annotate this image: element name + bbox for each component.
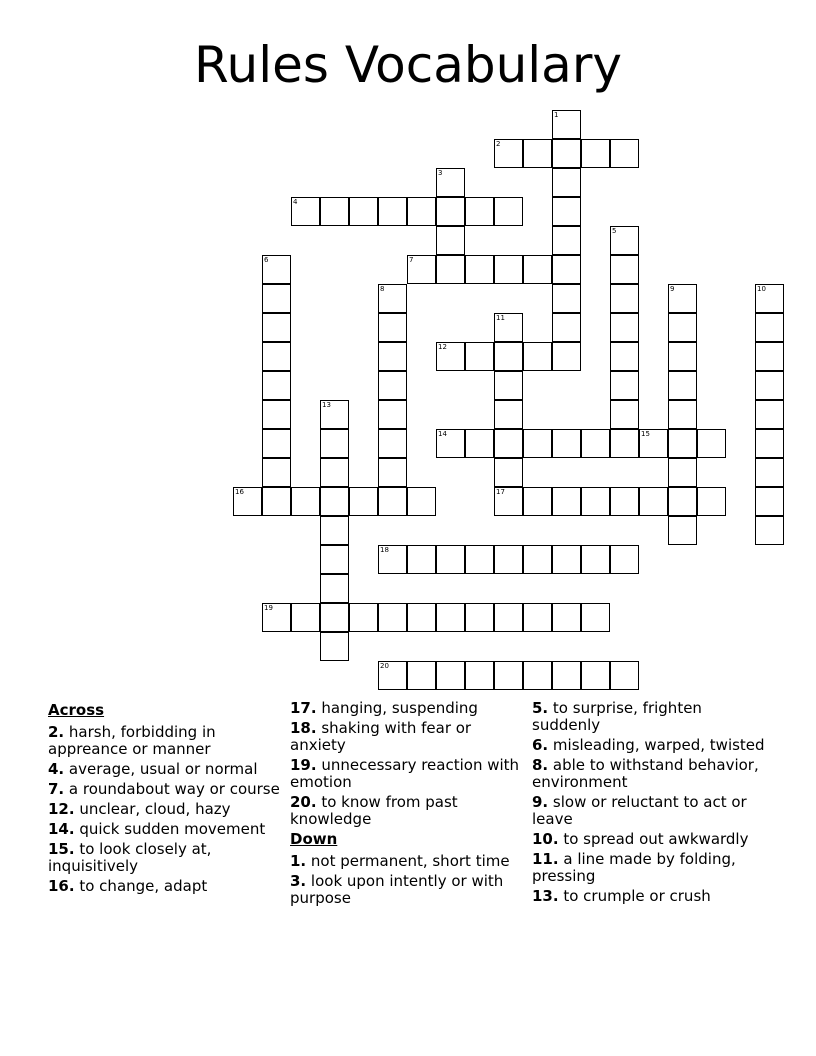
grid-cell[interactable] (610, 429, 639, 458)
grid-cell[interactable] (755, 313, 784, 342)
down-heading: Down (290, 830, 338, 848)
grid-cell[interactable] (494, 342, 523, 371)
grid-cell[interactable] (320, 458, 349, 487)
clue-text: look upon intently or with purpose (290, 872, 504, 907)
clue-number-label: 7 (409, 256, 414, 264)
clue-text: harsh, forbidding in appreance or manner (48, 723, 216, 758)
clue-down-6 (532, 737, 768, 754)
grid-cell[interactable] (494, 661, 523, 690)
grid-cell[interactable] (552, 284, 581, 313)
grid-cell[interactable] (523, 545, 552, 574)
clue-across-16 (48, 878, 284, 895)
clue-text: to change, adapt (79, 877, 208, 895)
clue-text: a roundabout way or course (68, 780, 280, 798)
clue-down-5 (532, 700, 768, 734)
grid-cell[interactable] (494, 603, 523, 632)
grid-cell[interactable] (465, 545, 494, 574)
grid-cell[interactable] (668, 284, 697, 313)
clue-across-4 (48, 761, 284, 778)
grid-cell[interactable] (523, 661, 552, 690)
clue-number-label: 19 (264, 604, 273, 612)
clue-column-1 (48, 700, 284, 898)
grid-cell[interactable] (639, 429, 668, 458)
grid-cell[interactable] (262, 429, 291, 458)
grid-cell[interactable] (581, 487, 610, 516)
grid-cell[interactable] (465, 342, 494, 371)
grid-cell[interactable] (378, 429, 407, 458)
clue-text: to surprise, frighten suddenly (532, 699, 702, 734)
grid-cell[interactable] (552, 661, 581, 690)
grid-cell[interactable] (494, 429, 523, 458)
clue-number-label: 6 (264, 256, 269, 264)
grid-cell[interactable] (581, 661, 610, 690)
grid-cell[interactable] (378, 371, 407, 400)
grid-cell[interactable] (755, 429, 784, 458)
clue-number-label: 1 (554, 111, 559, 119)
grid-cell[interactable] (465, 255, 494, 284)
clue-text: slow or reluctant to act or leave (532, 793, 747, 828)
grid-cell[interactable] (320, 516, 349, 545)
grid-cell[interactable] (610, 545, 639, 574)
grid-cell[interactable] (262, 603, 291, 632)
grid-cell[interactable] (552, 429, 581, 458)
grid-cell[interactable] (378, 487, 407, 516)
grid-cell[interactable] (610, 400, 639, 429)
clue-number-label: 10 (757, 285, 766, 293)
grid-cell[interactable] (581, 603, 610, 632)
grid-cell[interactable] (320, 429, 349, 458)
grid-cell[interactable] (320, 603, 349, 632)
clue-number-label: 12 (438, 343, 447, 351)
grid-cell[interactable] (465, 603, 494, 632)
grid-cell[interactable] (552, 226, 581, 255)
clue-across-14 (48, 821, 284, 838)
grid-cell[interactable] (552, 603, 581, 632)
grid-cell[interactable] (436, 342, 465, 371)
clue-number: 16. (48, 877, 75, 895)
clue-text: unnecessary reaction with emotion (290, 756, 520, 791)
grid-cell[interactable] (465, 661, 494, 690)
grid-cell[interactable] (378, 284, 407, 313)
grid-cell[interactable] (610, 342, 639, 371)
clue-down-9 (532, 794, 768, 828)
clue-number-label: 18 (380, 546, 389, 554)
clue-number-label: 13 (322, 401, 331, 409)
grid-cell[interactable] (407, 487, 436, 516)
grid-cell[interactable] (494, 487, 523, 516)
grid-cell[interactable] (552, 139, 581, 168)
grid-cell[interactable] (378, 545, 407, 574)
grid-cell[interactable] (378, 603, 407, 632)
clue-number-label: 11 (496, 314, 505, 322)
grid-cell[interactable] (494, 313, 523, 342)
grid-cell[interactable] (668, 487, 697, 516)
grid-cell[interactable] (639, 487, 668, 516)
clue-text: misleading, warped, twisted (552, 736, 765, 754)
grid-cell[interactable] (436, 255, 465, 284)
clue-number: 17. (290, 699, 317, 717)
clue-column-2 (290, 700, 526, 910)
grid-cell[interactable] (552, 168, 581, 197)
clue-number: 18. (290, 719, 317, 737)
grid-cell[interactable] (581, 139, 610, 168)
clue-number-label: 9 (670, 285, 675, 293)
clue-number: 9. (532, 793, 549, 811)
grid-cell[interactable] (755, 516, 784, 545)
clue-number: 14. (48, 820, 75, 838)
grid-cell[interactable] (494, 371, 523, 400)
grid-cell[interactable] (291, 603, 320, 632)
clue-number: 4. (48, 760, 65, 778)
grid-cell[interactable] (668, 516, 697, 545)
grid-cell[interactable] (262, 487, 291, 516)
grid-cell[interactable] (610, 284, 639, 313)
grid-cell[interactable] (436, 226, 465, 255)
grid-cell[interactable] (407, 545, 436, 574)
clue-across-19 (290, 757, 526, 791)
clue-number: 15. (48, 840, 75, 858)
grid-cell[interactable] (378, 342, 407, 371)
grid-cell[interactable] (262, 458, 291, 487)
clue-column-3 (532, 700, 768, 908)
clue-text: not permanent, short time (310, 852, 510, 870)
clue-number-label: 3 (438, 169, 443, 177)
clue-text: able to withstand behavior, environment (532, 756, 759, 791)
clue-number: 8. (532, 756, 549, 774)
clue-number: 11. (532, 850, 559, 868)
clue-across-17 (290, 700, 526, 717)
clue-down-3 (290, 873, 526, 907)
clue-number: 10. (532, 830, 559, 848)
clue-number: 20. (290, 793, 317, 811)
grid-cell[interactable] (552, 197, 581, 226)
clue-number-label: 14 (438, 430, 447, 438)
clue-across-12 (48, 801, 284, 818)
grid-cell[interactable] (378, 313, 407, 342)
clue-number-label: 5 (612, 227, 617, 235)
clue-down-1 (290, 853, 526, 870)
grid-cell[interactable] (668, 342, 697, 371)
clue-text: quick sudden movement (79, 820, 266, 838)
grid-cell[interactable] (523, 603, 552, 632)
grid-cell[interactable] (610, 255, 639, 284)
grid-cell[interactable] (436, 168, 465, 197)
clue-text: average, usual or normal (68, 760, 258, 778)
grid-cell[interactable] (668, 313, 697, 342)
grid-cell[interactable] (436, 545, 465, 574)
grid-cell[interactable] (407, 197, 436, 226)
grid-cell[interactable] (407, 603, 436, 632)
clue-across-18 (290, 720, 526, 754)
grid-cell[interactable] (494, 400, 523, 429)
clue-number: 2. (48, 723, 65, 741)
grid-cell[interactable] (262, 313, 291, 342)
grid-cell[interactable] (552, 313, 581, 342)
clue-text: to look closely at, inquisitively (48, 840, 212, 875)
grid-cell[interactable] (436, 603, 465, 632)
grid-cell[interactable] (320, 574, 349, 603)
grid-cell[interactable] (436, 661, 465, 690)
across-heading: Across (48, 701, 105, 719)
clue-number-label: 20 (380, 662, 389, 670)
grid-cell[interactable] (552, 487, 581, 516)
clue-number: 12. (48, 800, 75, 818)
clue-across-7 (48, 781, 284, 798)
clue-number: 6. (532, 736, 549, 754)
clue-number-label: 17 (496, 488, 505, 496)
grid-cell[interactable] (494, 458, 523, 487)
grid-cell[interactable] (755, 487, 784, 516)
grid-cell[interactable] (291, 487, 320, 516)
clue-text: to spread out awkwardly (563, 830, 749, 848)
grid-cell[interactable] (697, 487, 726, 516)
clue-number-label: 4 (293, 198, 298, 206)
grid-cell[interactable] (320, 197, 349, 226)
grid-cell[interactable] (494, 139, 523, 168)
grid-cell[interactable] (610, 226, 639, 255)
clue-down-10 (532, 831, 768, 848)
grid-cell[interactable] (668, 458, 697, 487)
grid-cell[interactable] (610, 487, 639, 516)
grid-cell[interactable] (668, 371, 697, 400)
grid-cell[interactable] (349, 603, 378, 632)
grid-cell[interactable] (610, 313, 639, 342)
grid-cell[interactable] (668, 400, 697, 429)
grid-cell[interactable] (233, 487, 262, 516)
grid-cell[interactable] (320, 487, 349, 516)
grid-cell[interactable] (552, 255, 581, 284)
grid-cell[interactable] (262, 342, 291, 371)
clue-number-label: 2 (496, 140, 501, 148)
grid-cell[interactable] (610, 371, 639, 400)
grid-cell[interactable] (523, 255, 552, 284)
grid-cell[interactable] (610, 661, 639, 690)
grid-cell[interactable] (320, 545, 349, 574)
clue-across-20 (290, 794, 526, 828)
grid-cell[interactable] (349, 487, 378, 516)
clue-number: 1. (290, 852, 307, 870)
grid-cell[interactable] (378, 661, 407, 690)
clue-text: to know from past knowledge (290, 793, 458, 828)
clue-text: a line made by folding, pressing (532, 850, 736, 885)
clue-across-15 (48, 841, 284, 875)
clue-number: 19. (290, 756, 317, 774)
page-title: Rules Vocabulary (194, 36, 622, 94)
grid-cell[interactable] (552, 342, 581, 371)
grid-cell[interactable] (465, 429, 494, 458)
grid-cell[interactable] (581, 429, 610, 458)
grid-cell[interactable] (378, 400, 407, 429)
clue-down-13 (532, 888, 768, 905)
clue-number-label: 8 (380, 285, 385, 293)
clue-text: unclear, cloud, hazy (79, 800, 231, 818)
grid-cell[interactable] (755, 400, 784, 429)
grid-cell[interactable] (262, 400, 291, 429)
clue-text: hanging, suspending (321, 699, 478, 717)
grid-cell[interactable] (407, 255, 436, 284)
grid-cell[interactable] (523, 429, 552, 458)
grid-cell[interactable] (552, 110, 581, 139)
clue-across-2 (48, 724, 284, 758)
clue-text: shaking with fear or anxiety (290, 719, 472, 754)
grid-cell[interactable] (552, 545, 581, 574)
grid-cell[interactable] (262, 371, 291, 400)
clue-number: 3. (290, 872, 307, 890)
grid-cell[interactable] (755, 458, 784, 487)
clue-down-8 (532, 757, 768, 791)
grid-cell[interactable] (407, 661, 436, 690)
grid-cell[interactable] (668, 429, 697, 458)
grid-cell[interactable] (262, 255, 291, 284)
clue-number: 7. (48, 780, 65, 798)
clue-number: 5. (532, 699, 549, 717)
clue-number-label: 15 (641, 430, 650, 438)
grid-cell[interactable] (320, 400, 349, 429)
grid-cell[interactable] (378, 197, 407, 226)
grid-cell[interactable] (465, 197, 494, 226)
clue-text: to crumple or crush (563, 887, 711, 905)
grid-cell[interactable] (436, 429, 465, 458)
grid-cell[interactable] (755, 342, 784, 371)
grid-cell[interactable] (523, 487, 552, 516)
grid-cell[interactable] (523, 139, 552, 168)
grid-cell[interactable] (523, 342, 552, 371)
grid-cell[interactable] (436, 197, 465, 226)
grid-cell[interactable] (697, 429, 726, 458)
grid-cell[interactable] (494, 255, 523, 284)
clue-number: 13. (532, 887, 559, 905)
grid-cell[interactable] (755, 371, 784, 400)
grid-cell[interactable] (349, 197, 378, 226)
grid-cell[interactable] (581, 545, 610, 574)
grid-cell[interactable] (494, 545, 523, 574)
grid-cell[interactable] (755, 284, 784, 313)
grid-cell[interactable] (291, 197, 320, 226)
grid-cell[interactable] (262, 284, 291, 313)
clue-number-label: 16 (235, 488, 244, 496)
grid-cell[interactable] (320, 632, 349, 661)
grid-cell[interactable] (610, 139, 639, 168)
clue-down-11 (532, 851, 768, 885)
grid-cell[interactable] (378, 458, 407, 487)
grid-cell[interactable] (494, 197, 523, 226)
